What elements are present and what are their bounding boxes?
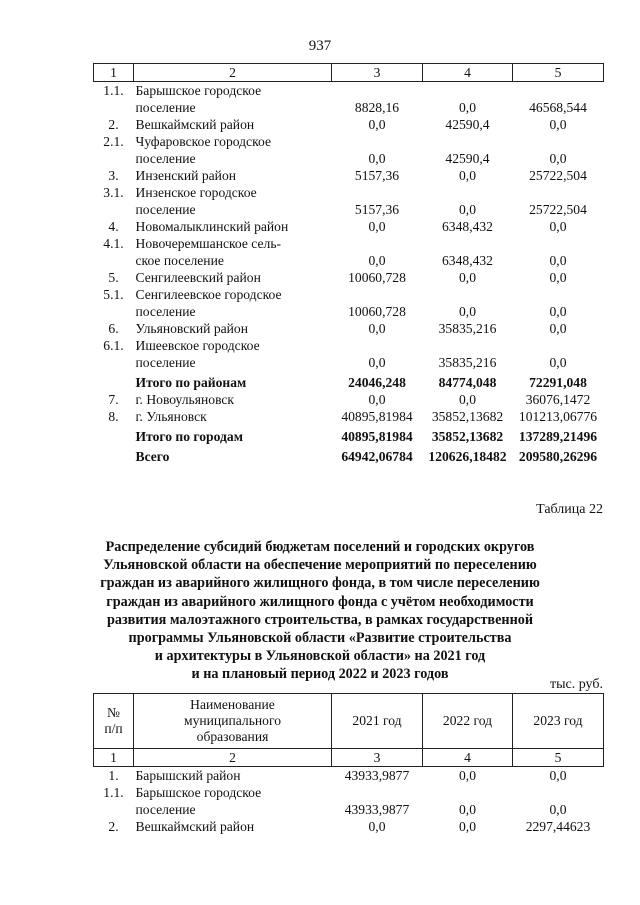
- table-row: [94, 408, 604, 425]
- value-col-3: 64942,06784: [341, 449, 413, 464]
- name-line: ское поселение: [135, 253, 224, 268]
- row-number: 5.1.: [103, 287, 124, 302]
- value-col-5: 0,0: [549, 270, 567, 285]
- municipality-name: [134, 391, 332, 408]
- row-number: 2.1.: [103, 134, 124, 149]
- municipality-name: [134, 784, 332, 818]
- value-col-4: 42590,4: [445, 117, 490, 132]
- value-col-5: 72291,048: [529, 375, 587, 390]
- value-col-4: 42590,4: [445, 151, 490, 166]
- value-col-5: 0,0: [549, 321, 567, 336]
- value-col-3: 43933,9877: [344, 768, 410, 783]
- name-line: Всего: [135, 449, 170, 464]
- value-col-5: 0,0: [549, 117, 567, 132]
- page-number: 937: [308, 38, 332, 54]
- municipality-name: [134, 337, 332, 371]
- header-year-2022: 2022 год: [423, 694, 513, 749]
- value-col-3: 40895,81984: [341, 429, 413, 444]
- value-col-3: 5157,36: [354, 168, 400, 183]
- title-line: развития малоэтажного строительства, в рамках государственной: [106, 611, 534, 628]
- value-col-3: 0,0: [368, 117, 386, 132]
- row-number: 4.: [108, 219, 119, 234]
- municipality-name: [134, 82, 332, 117]
- value-col-5: 25722,504: [529, 202, 587, 217]
- value-col-3: 43933,9877: [344, 802, 410, 817]
- value-col-3: 40895,81984: [341, 409, 413, 424]
- column-index: 5: [513, 749, 604, 767]
- municipality-name: [134, 184, 332, 218]
- name-line: поселение: [135, 304, 196, 319]
- value-col-4: 35835,216: [438, 355, 497, 370]
- table-title: [60, 538, 580, 684]
- table-column-index-row: [94, 749, 604, 767]
- name-line: Вешкаймский район: [135, 117, 255, 132]
- value-col-5: 101213,06776: [518, 409, 598, 424]
- name-line: Сенгилеевское городское: [135, 287, 282, 302]
- municipality-name: [134, 767, 332, 785]
- total-row: [94, 425, 604, 445]
- column-index: 4: [423, 64, 513, 82]
- value-col-3: 0,0: [368, 219, 386, 234]
- value-col-4: 6348,432: [442, 253, 493, 268]
- header-line: муниципального: [183, 713, 281, 728]
- column-index: 5: [513, 64, 604, 82]
- table-caption: Таблица 22: [536, 502, 603, 517]
- row-number: 6.1.: [103, 338, 124, 353]
- name-line: поселение: [135, 355, 196, 370]
- value-col-5: 0,0: [549, 219, 567, 234]
- column-index: 1: [94, 749, 134, 767]
- title-line: Распределение субсидий бюджетам поселений и городских округов: [105, 539, 535, 555]
- name-line: Инзенский район: [135, 168, 237, 183]
- table-row: [94, 133, 604, 167]
- table-row: [94, 784, 604, 818]
- value-col-5: 0,0: [549, 151, 567, 166]
- title-line: программы Ульяновской области «Развитие строительства: [128, 630, 512, 647]
- value-col-3: 0,0: [368, 819, 386, 834]
- table-row: [94, 391, 604, 408]
- table-row: [94, 818, 604, 835]
- title-line: и на плановый период 2022 и 2023 годов: [191, 666, 449, 683]
- value-col-4: 84774,048: [438, 375, 497, 390]
- value-col-5: 0,0: [549, 304, 567, 319]
- value-col-3: 0,0: [368, 355, 386, 370]
- header-line: №: [107, 705, 120, 720]
- municipality-name: [134, 133, 332, 167]
- name-line: Барышский район: [135, 768, 241, 783]
- table-header-row: [94, 694, 604, 749]
- column-index: 3: [332, 64, 423, 82]
- name-line: поселение: [135, 202, 196, 217]
- title-line: Ульяновской области на обеспечение мероприятий по переселению: [103, 557, 537, 574]
- total-row: [94, 445, 604, 465]
- header-line: п/п: [104, 721, 123, 736]
- title-line: и архитектуры в Ульяновской области» на 2021 год: [154, 648, 486, 665]
- table-row: [94, 767, 604, 785]
- name-line: Ишеевское городское: [135, 338, 260, 353]
- row-number: 2.: [108, 117, 119, 132]
- column-index: 2: [134, 64, 332, 82]
- row-number: 3.: [108, 168, 119, 183]
- value-col-4: 0,0: [459, 270, 476, 285]
- value-col-5: 0,0: [549, 355, 567, 370]
- municipality-name: [134, 425, 332, 445]
- row-number: [94, 425, 134, 445]
- value-col-4: 0,0: [459, 168, 476, 183]
- value-col-5: 25722,504: [529, 168, 587, 183]
- row-number: 6.: [108, 321, 119, 336]
- value-col-4: 0,0: [459, 802, 476, 817]
- value-col-4: 35852,13682: [431, 429, 504, 444]
- value-col-4: 0,0: [459, 202, 476, 217]
- value-col-3: 0,0: [368, 151, 386, 166]
- row-number: [94, 445, 134, 465]
- value-col-5: 209580,26296: [518, 449, 598, 464]
- name-line: Барышское городское: [135, 83, 262, 98]
- value-col-3: 10060,728: [348, 270, 406, 285]
- table-row: [94, 320, 604, 337]
- name-line: Ульяновский район: [135, 321, 248, 336]
- value-col-5: 0,0: [549, 768, 567, 783]
- value-col-5: 0,0: [549, 253, 567, 268]
- column-index: 2: [134, 749, 332, 767]
- value-col-3: 0,0: [368, 321, 386, 336]
- municipality-name: [134, 320, 332, 337]
- header-year-2023: 2023 год: [513, 694, 604, 749]
- row-number: 1.: [108, 768, 119, 783]
- value-col-4: 0,0: [459, 100, 476, 115]
- name-line: Вешкаймский район: [135, 819, 255, 834]
- column-index: 4: [423, 749, 513, 767]
- header-year-2021: 2021 год: [332, 694, 423, 749]
- name-line: поселение: [135, 802, 196, 817]
- value-col-3: 5157,36: [354, 202, 400, 217]
- municipality-name: [134, 286, 332, 320]
- row-number: 5.: [108, 270, 119, 285]
- name-line: Инзенское городское: [135, 185, 257, 200]
- value-col-4: 120626,18482: [428, 449, 507, 464]
- value-col-3: 10060,728: [348, 304, 406, 319]
- value-col-5: 137289,21496: [518, 429, 598, 444]
- table-row: [94, 116, 604, 133]
- row-number: 1.1.: [103, 785, 124, 800]
- row-number: 2.: [108, 819, 119, 834]
- municipality-name: [134, 408, 332, 425]
- value-col-4: 0,0: [459, 819, 476, 834]
- value-col-4: 0,0: [459, 768, 476, 783]
- title-line: граждан из аварийного жилищного фонда, в том числе переселению: [100, 575, 540, 592]
- subsidies-table-continued: [93, 63, 604, 465]
- row-number: 3.1.: [103, 185, 124, 200]
- name-line: Новочеремшанское сель-: [135, 236, 282, 251]
- table-row: [94, 82, 604, 117]
- table-row: [94, 286, 604, 320]
- table-row: [94, 167, 604, 184]
- name-line: Итого по городам: [135, 429, 243, 444]
- value-col-4: 0,0: [459, 392, 476, 407]
- header-number: [94, 694, 134, 749]
- name-line: Чуфаровское городское: [135, 134, 272, 149]
- name-line: Барышское городское: [135, 785, 262, 800]
- value-col-5: 36076,1472: [525, 392, 591, 407]
- name-line: Новомалыклинский район: [135, 219, 289, 234]
- value-col-5: 2297,44623: [525, 819, 591, 834]
- units-label: тыс. руб.: [550, 677, 603, 692]
- header-municipality: [134, 694, 332, 749]
- row-number: 1.1.: [103, 83, 124, 98]
- header-line: образования: [196, 729, 269, 744]
- table-row: [94, 269, 604, 286]
- name-line: г. Ульяновск: [135, 409, 207, 424]
- name-line: Итого по районам: [135, 375, 247, 390]
- table-row: [94, 184, 604, 218]
- municipality-name: [134, 116, 332, 133]
- value-col-3: 0,0: [368, 253, 386, 268]
- title-line: граждан из аварийного жилищного фонда с учётом необходимости: [106, 593, 534, 610]
- row-number: 7.: [108, 392, 119, 407]
- municipality-name: [134, 818, 332, 835]
- table-row: [94, 218, 604, 235]
- row-number: 8.: [108, 409, 119, 424]
- municipality-name: [134, 218, 332, 235]
- table-row: [94, 235, 604, 269]
- value-col-5: 46568,544: [529, 100, 587, 115]
- value-col-3: 0,0: [368, 392, 386, 407]
- column-index: 3: [332, 749, 423, 767]
- column-index: 1: [94, 64, 134, 82]
- value-col-4: 6348,432: [442, 219, 493, 234]
- table-column-index-row: [94, 64, 604, 82]
- name-line: Сенгилеевский район: [135, 270, 261, 285]
- row-number: 4.1.: [103, 236, 124, 251]
- total-row: [94, 371, 604, 391]
- municipality-name: [134, 371, 332, 391]
- value-col-4: 35852,13682: [431, 409, 504, 424]
- value-col-4: 35835,216: [438, 321, 497, 336]
- municipality-name: [134, 235, 332, 269]
- name-line: поселение: [135, 100, 196, 115]
- name-line: поселение: [135, 151, 196, 166]
- subsidies-table: [93, 693, 604, 835]
- municipality-name: [134, 445, 332, 465]
- value-col-5: 0,0: [549, 802, 567, 817]
- value-col-3: 8828,16: [354, 100, 400, 115]
- value-col-4: 0,0: [459, 304, 476, 319]
- table-row: [94, 337, 604, 371]
- municipality-name: [134, 167, 332, 184]
- name-line: г. Новоульяновск: [135, 392, 235, 407]
- value-col-3: 24046,248: [348, 375, 406, 390]
- row-number: [94, 371, 134, 391]
- header-line: Наименование: [190, 697, 275, 712]
- municipality-name: [134, 269, 332, 286]
